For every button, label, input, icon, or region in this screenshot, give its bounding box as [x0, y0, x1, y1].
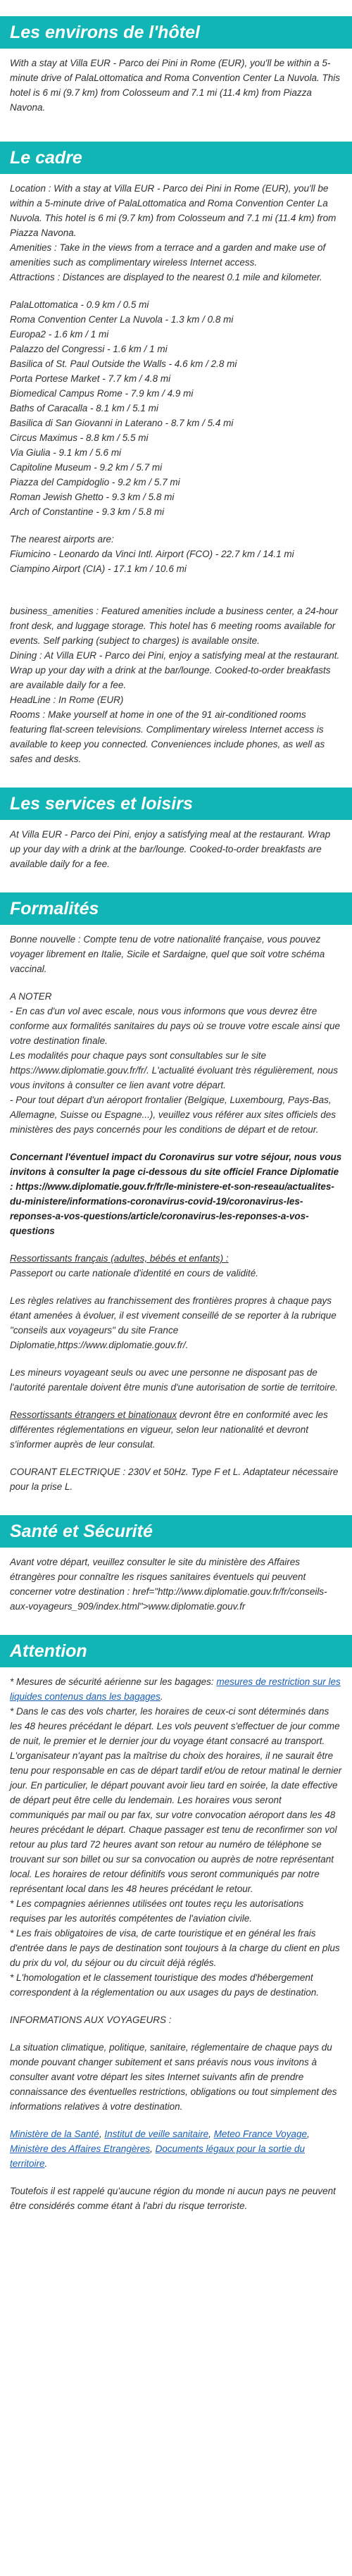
cadre-dining: Dining : At Villa EUR - Parco dei Pini, enjoy a satisfying meal at the restaurant. Wrap up your day with a drink at the bar/lounge. Cooked-to-order breakfasts are available daily for a fee. — [10, 650, 340, 690]
section-title-formalites: Formalités — [0, 892, 352, 925]
cadre-location: Location : With a stay at Villa EUR - Parco dei Pini in Rome (EUR), you'll be within a 5-minute drive of PalaLottomatica and Roma Convention Center La Nuvola. This hotel is 6 mi (9.7 km) from Colosseum and 7.1 mi (11.4 km) from Piazza Navona. — [10, 183, 337, 238]
link-affaires-etrangeres[interactable]: Ministère des Affaires Etrangères — [10, 2143, 151, 2154]
distance-item: Basilica di San Giovanni in Laterano - 8.7 km / 5.4 mi — [10, 418, 234, 428]
distance-item: Basilica of St. Paul Outside the Walls - 4.6 km / 2.8 mi — [10, 359, 237, 369]
distance-item: Via Giulia - 9.1 km / 5.6 mi — [10, 447, 122, 458]
cadre-attractions: Attractions : Distances are displayed to the nearest 0.1 mile and kilometer. — [10, 272, 322, 282]
link-meteo-france[interactable]: Meteo France Voyage — [213, 2129, 308, 2139]
distance-item: Biomedical Campus Rome - 7.9 km / 4.9 mi — [10, 388, 194, 399]
courant-electrique: COURANT ELECTRIQUE : 230V et 50Hz. Type F et L. Adaptateur nécessaire pour la prise L. — [10, 1467, 339, 1492]
formalites-covid — [10, 1150, 342, 1238]
ressortissants-fr — [10, 1251, 342, 1281]
attention-vols-charter: * Dans le cas des vols charter, les horaires de ceux-ci sont déterminés dans les 48 heures précédant le départ. Les vols peuvent s'effectuer de jour comme de nuit, le premier et le dernier jour du voyage étant consacré au transport. L'organisateur n'ayant pas la maîtrise du choix des horaires, il ne saurait être tenu pour responsable en cas de départ tardif et/ou de retour matinal le dernier jour. En particulier, le départ pouvant avoir lieu tard en soirée, la date effective de départ peut être celle du lendemain. Les horaires vous seront communiqués par mail ou par fax, sur votre convocation aéroport dans les 48 heures précédant le départ. Chaque passager est tenu de reconfirmer son vol retour au plus tard 72 heures avant son retour au numéro de téléphone se trouvant sur son billet ou sur sa convocation ou auprès de notre représentant local. Les horaires de retour définitifs vous seront communiqués par notre représentant local dans les 48 heures précédant le retour. — [10, 1706, 342, 1894]
distance-item: Palazzo del Congressi - 1.6 km / 1 mi — [10, 344, 168, 354]
cadre-headline: HeadLine : In Rome (EUR) — [10, 695, 124, 705]
attention-final: Toutefois il est rappelé qu'aucune région du monde ni aucun pays ne peuvent être considérés comme étant à l'abri du risque terroriste. — [10, 2186, 336, 2211]
distance-item: Europa2 - 1.6 km / 1 mi — [10, 329, 109, 340]
link-ministere-sante[interactable]: Ministère de la Santé — [10, 2129, 99, 2139]
link-veille-sanitaire[interactable]: Institut de veille sanitaire — [104, 2129, 209, 2139]
attention-bagages — [10, 1674, 342, 1704]
distance-item: Capitoline Museum - 9.2 km / 5.7 mi — [10, 462, 163, 473]
cadre-business: business_amenities : Featured amenities include a business center, a 24-hour front desk, and luggage storage. This hotel has 6 meeting rooms available for events. Self parking (subject to charges) is available onsite. — [10, 606, 339, 646]
ressortissants-fr-text: Passeport ou carte nationale d'identité en cours de validité. — [10, 1268, 259, 1278]
section-title-environs: Les environs de l'hôtel — [0, 16, 352, 49]
formalites-nota-3: - Pour tout départ d'un aéroport frontalier (Belgique, Luxembourg, Pays-Bas, Allemagne, Suisse ou Espagne...), veuillez vous référer aux sites officiels des ministères des pays concernés pour les conditions de départ et de retour. — [10, 1095, 336, 1135]
link-documents-legaux[interactable]: Documents légaux pour la sortie du territoire — [10, 2143, 305, 2169]
distance-item: Roma Convention Center La Nuvola - 1.3 km / 0.8 mi — [10, 314, 234, 325]
bagages-suffix: . — [160, 1691, 163, 1702]
formalites-intro: Bonne nouvelle : Compte tenu de votre nationalité française, vous pouvez voyager librement en Italie, Sicile et Sardaigne, quel que soit votre schéma vaccinal. — [10, 934, 325, 974]
services-text: At Villa EUR - Parco dei Pini, enjoy a satisfying meal at the restaurant. Wrap up your day with a drink at the bar/lounge. Cooked-to-order breakfasts are available daily for a fee. — [10, 829, 331, 869]
distance-item: Baths of Caracalla - 8.1 km / 5.1 mi — [10, 403, 158, 413]
distance-item: PalaLottomatica - 0.9 km / 0.5 mi — [10, 299, 149, 310]
attention-homologation: * L'homologation et le classement touristique des modes d'hébergement correspondent à la réglementation ou aux usages du pays de destination. — [10, 1972, 320, 1998]
airport-item: Fiumicino - Leonardo da Vinci Intl. Airport (FCO) - 22.7 km / 14.1 mi — [10, 549, 294, 559]
etrangers-text: devront être en conformité avec les différentes réglementations en vigueur, selon leur nationalité et devront s'informer auprès de leur consulat. — [10, 1410, 328, 1450]
distance-list — [10, 297, 342, 519]
airports-title: The nearest airports are: — [10, 534, 114, 545]
formalites-nota-1: - En cas d'un vol avec escale, nous vous informons que vous devrez être conforme aux formalités sanitaires du pays où se trouve votre escale ainsi que votre destination finale. — [10, 1006, 340, 1046]
ressortissants-etrangers — [10, 1407, 342, 1452]
info-links: Ministère de la Santé, Institut de veille sanitaire, Meteo France Voyage, Ministère des Affaires Etrangères, Documents légaux pour la sortie du territoire. — [10, 2129, 310, 2169]
etrangers-label: Ressortissants étrangers et binationaux — [10, 1410, 177, 1420]
distance-item: Circus Maximus - 8.8 km / 5.5 mi — [10, 433, 149, 443]
info-voyageurs-text: La situation climatique, politique, sanitaire, réglementaire de chaque pays du monde pouvant changer subitement et sans préavis nous vous invitons à consulter avant votre départ les sites Internet suivants afin de prendre connaissance des éventuelles restrictions, obligations ou tout simplement des informations relatives à votre destination. — [10, 2042, 337, 2112]
bagages-prefix: * Mesures de sécurité aérienne sur les bagages: — [10, 1676, 217, 1687]
cadre-amenities: Amenities : Take in the views from a terrace and a garden and make use of amenities such as complimentary wireless Internet access. — [10, 242, 326, 268]
section-title-services: Les services et loisirs — [0, 788, 352, 820]
cadre-rooms: Rooms : Make yourself at home in one of the 91 air-conditioned rooms featuring flat-screen televisions. Complimentary wireless Internet access is available to keep you connected. Conveniences include phones, as well as safes and desks. — [10, 709, 325, 764]
liquides-restriction-link[interactable]: mesures de restriction sur les liquides contenus dans les bagages — [10, 1676, 341, 1702]
formalites-nota-2: Les modalités pour chaque pays sont consultables sur le site https://www.diplomatie.gouv.fr/fr/. L'actualité évoluant très régulièrement, nous vous invitons à consulter ce lien avant votre départ. — [10, 1050, 339, 1090]
section-title-cadre: Le cadre — [0, 142, 352, 174]
covid-notice: Concernant l'éventuel impact du Coronavirus sur votre séjour, nous vous invitons à consulter la page ci-dessous du site officiel France Diplomatie : https://www.diplomatie.gouv.fr/fr/le-ministere-et-son-reseau/actualites-du-ministere/informations-coronavirus-covid-19/coronavirus-les-reponses-a-vos-questions/article/coronavirus-les-reponses-a-vos-questions — [10, 1152, 342, 1236]
distance-item: Porta Portese Market - 7.7 km / 4.8 mi — [10, 373, 171, 384]
formalites-regles: Les règles relatives au franchissement des frontières propres à chaque pays étant amenées à évoluer, il est vivement conseillé de se reporter à la rubrique "conseils aux voyageurs" du site France Diplomatie,https://www.diplomatie.gouv.fr/. — [10, 1295, 337, 1350]
section-title-sante: Santé et Sécurité — [0, 1515, 352, 1548]
distance-item: Piazza del Campidoglio - 9.2 km / 5.7 mi — [10, 477, 180, 487]
attention-frais: * Les frais obligatoires de visa, de carte touristique et en général les frais d'entrée dans le pays de destination sont toujours à la charge du client en plus du prix du vol, du séjour ou du circuit déjà réglés. — [10, 1928, 340, 1968]
formalites-nota-title: A NOTER — [10, 991, 52, 1002]
ressortissants-fr-label: Ressortissants français (adultes, bébés et enfants) : — [10, 1253, 229, 1264]
environs-text: With a stay at Villa EUR - Parco dei Pini in Rome (EUR), you'll be within a 5-minute drive of PalaLottomatica and Roma Convention Center La Nuvola. This hotel is 6 mi (9.7 km) from Colosseum and 7.1 mi (11.4 km) from Piazza Navona. — [10, 58, 340, 113]
distance-item: Roman Jewish Ghetto - 9.3 km / 5.8 mi — [10, 492, 175, 502]
distance-item: Arch of Constantine - 9.3 km / 5.8 mi — [10, 506, 165, 517]
airport-item: Ciampino Airport (CIA) - 17.1 km / 10.6 mi — [10, 564, 187, 574]
section-title-attention: Attention — [0, 1635, 352, 1667]
info-voyageurs-title: INFORMATIONS AUX VOYAGEURS : — [10, 2015, 172, 2025]
formalites-mineurs: Les mineurs voyageant seuls ou avec une personne ne disposant pas de l'autorité parentale doivent être munis d'une autorisation de sortie de territoire. — [10, 1367, 338, 1393]
sante-text: Avant votre départ, veuillez consulter le site du ministère des Affaires étrangères pour connaître les risques sanitaires éventuels qui peuvent concerner votre destination : href="http://www.diplomatie.gouv.fr/fr/conseils-aux-voyageurs_909/index.html">www.diplomatie.gouv.fr — [10, 1557, 327, 1612]
attention-compagnies: * Les compagnies aériennes utilisées ont toutes reçu les autorisations requises par les autorités compétentes de l'aviation civile. — [10, 1898, 304, 1924]
